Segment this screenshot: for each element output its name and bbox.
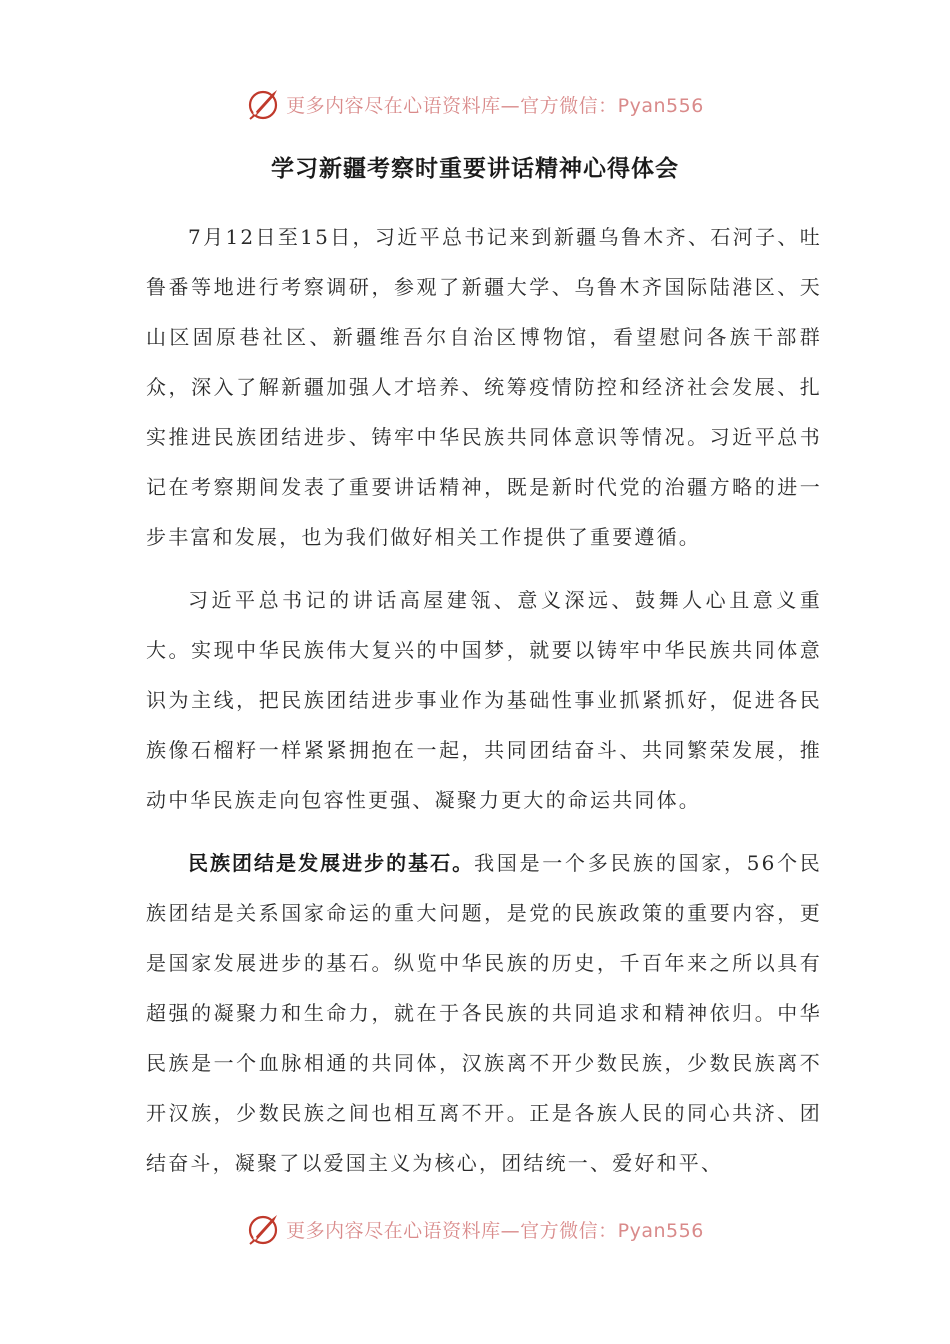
header-banner bbox=[0, 84, 950, 124]
page-title: 学习新疆考察时重要讲话精神心得体会 bbox=[271, 156, 679, 182]
paragraph-3-text: 我国是一个多民族的国家，56个民族团结是关系国家命运的重大问题，是党的民族政策的重要内容，更是国家发展进步的基石。纵览中华民族的历史，千百年来之所以具有超强的凝聚力和生命力，就在于各民族的共同追求和精神依归。中华民族是一个血脉相通的共同体，汉族离不开少数民族，少数民族离不开汉族，少数民族之间也相互离不开。正是各族人民的同心共济、团结奋斗，凝聚了以爱国主义为核心，团结统一、爱好和平、 bbox=[146, 851, 822, 1175]
footer-banner bbox=[0, 1209, 950, 1249]
paragraph-1 bbox=[146, 212, 822, 562]
paragraph-3 bbox=[146, 838, 822, 1188]
header-banner-text: 更多内容尽在心语资料库—官方微信：Pyan556 bbox=[286, 94, 704, 117]
quill-pen-logo-icon bbox=[246, 1211, 282, 1247]
paragraph-2-text: 习近平总书记的讲话高屋建瓴、意义深远、鼓舞人心且意义重大。实现中华民族伟大复兴的中国梦，就要以铸牢中华民族共同体意识为主线，把民族团结进步事业作为基础性事业抓紧抓好，促进各民族像石榴籽一样紧紧拥抱在一起，共同团结奋斗、共同繁荣发展，推动中华民族走向包容性更强、凝聚力更大的命运共同体。 bbox=[146, 588, 822, 812]
paragraph-2 bbox=[146, 575, 822, 825]
document-body bbox=[146, 212, 822, 1201]
paragraph-1-text: 7月12日至15日，习近平总书记来到新疆乌鲁木齐、石河子、吐鲁番等地进行考察调研，参观了新疆大学、乌鲁木齐国际陆港区、天山区固原巷社区、新疆维吾尔自治区博物馆，看望慰问各族干部群众，深入了解新疆加强人才培养、统筹疫情防控和经济社会发展、扎实推进民族团结进步、铸牢中华民族共同体意识等情况。习近平总书记在考察期间发表了重要讲话精神，既是新时代党的治疆方略的进一步丰富和发展，也为我们做好相关工作提供了重要遵循。 bbox=[146, 225, 822, 549]
footer-banner-text: 更多内容尽在心语资料库—官方微信：Pyan556 bbox=[286, 1219, 704, 1242]
paragraph-3-lead: 民族团结是发展进步的基石。 bbox=[188, 851, 475, 875]
quill-pen-logo-icon bbox=[246, 86, 282, 122]
